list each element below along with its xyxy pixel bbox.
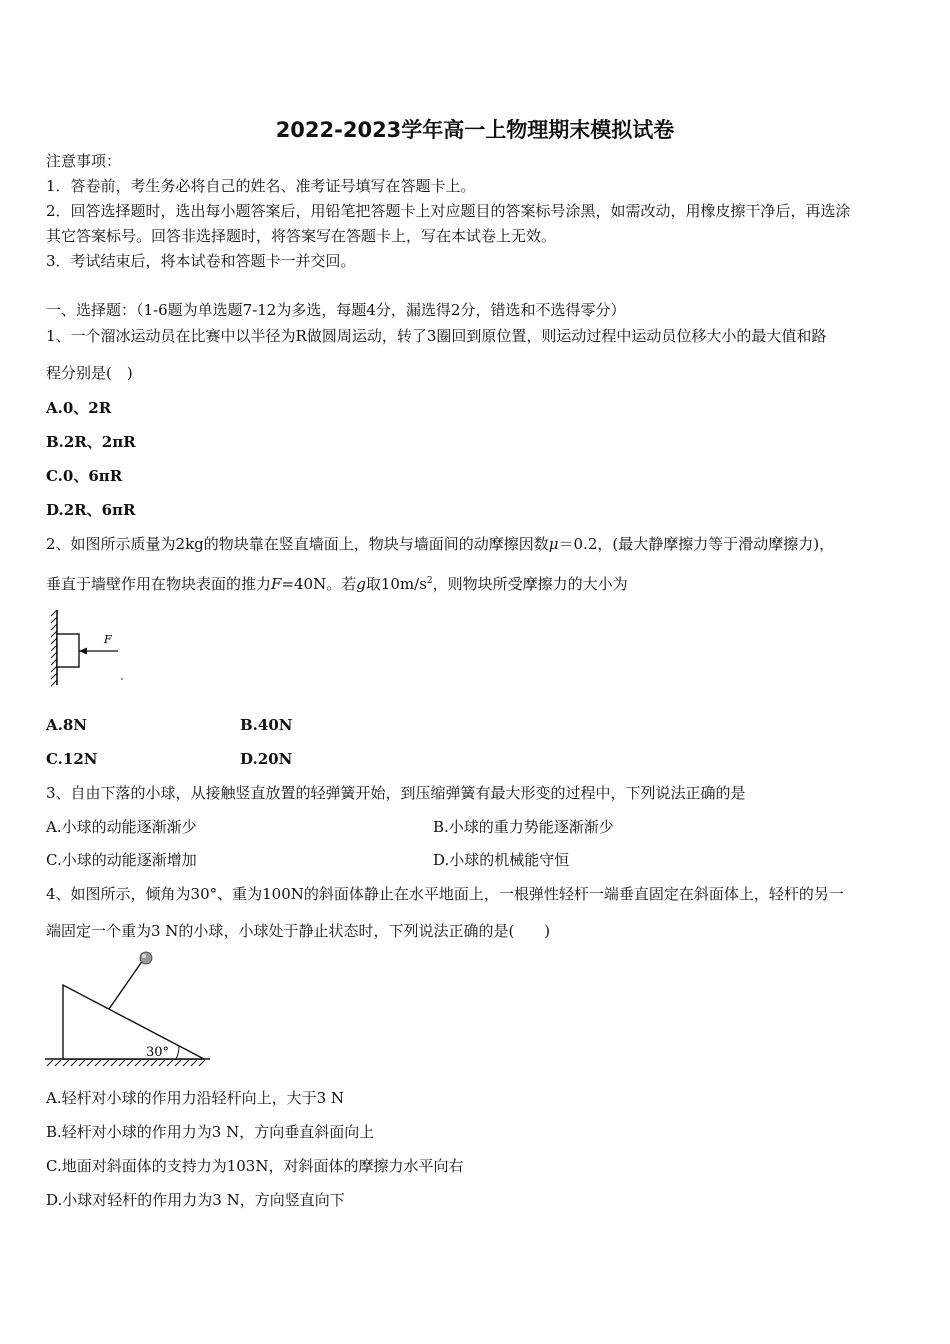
q2-option-c: C.12N [46, 750, 98, 768]
q1-option-c: C.0、6πR [46, 467, 123, 485]
q3-option-d: D.小球的机械能守恒 [433, 851, 570, 869]
q1-option-b: B.2R、2πR [46, 433, 136, 451]
wall-block-figure [40, 605, 135, 695]
q2-stem-text-6: ，则物块所受摩擦力的大小为 [432, 575, 628, 593]
notice-item-1: 1．答卷前，考生务必将自己的姓名、准考证号填写在答题卡上。 [46, 177, 476, 195]
q4-stem-line-2: 端固定一个重为3 N的小球，小球处于静止状态时，下列说法正确的是( ) [46, 922, 551, 940]
q4-option-c: C.地面对斜面体的支持力为103N，对斜面体的摩擦力水平向右 [46, 1157, 464, 1175]
q2-stem-line-2 [46, 571, 628, 594]
q2-option-d: D.20N [240, 750, 293, 768]
q2-option-a: A.8N [46, 716, 88, 734]
q2-g-symbol: g [356, 575, 366, 593]
angle-label: 30° [146, 1045, 170, 1060]
q1-stem-line-1: 1、一个溜冰运动员在比赛中以半径为R做圆周运动，转了3圈回到原位置，则运动过程中运动员位移大小的最大值和路 [46, 327, 827, 345]
q2-exponent: 2 [426, 576, 433, 586]
q2-stem-text-4: =40N。若 [281, 575, 357, 593]
q2-stem-text-5: 取10m/s [365, 575, 427, 593]
q2-stem-text: 2、如图所示质量为2kg的物块靠在竖直墙面上，物块与墙面间的动摩擦因数 [46, 535, 549, 553]
q2-option-b: B.40N [240, 716, 293, 734]
notice-item-3: 3．考试结束后，将本试卷和答题卡一并交回。 [46, 252, 356, 270]
q2-stem-text-3: 垂直于墙壁作用在物块表面的推力 [46, 575, 272, 593]
q4-stem-line-1: 4、如图所示，倾角为30°、重为100N的斜面体静止在水平地面上，一根弹性轻杆一端垂直固定在斜面体上，轻杆的另一 [46, 885, 844, 903]
notice-heading: 注意事项： [46, 152, 122, 170]
q2-stem-text-2: ＝0.2，(最大静摩擦力等于滑动摩擦力)， [558, 535, 835, 553]
incline-figure [40, 946, 220, 1071]
q2-mu-symbol: μ [548, 535, 559, 553]
q1-option-d: D.2R、6πR [46, 501, 136, 519]
q3-option-a: A.小球的动能逐渐渐少 [46, 818, 197, 836]
q4-option-d: D.小球对轻杆的作用力为3 N，方向竖直向下 [46, 1191, 345, 1209]
notice-item-2-cont: 其它答案标号。回答非选择题时，将答案写在答题卡上，写在本试卷上无效。 [46, 227, 557, 245]
q2-force-symbol: F [271, 575, 282, 593]
q3-option-c: C.小球的动能逐渐增加 [46, 851, 197, 869]
q1-stem-line-2: 程分别是( ) [46, 364, 133, 382]
q4-option-b: B.轻杆对小球的作用力为3 N，方向垂直斜面向上 [46, 1123, 375, 1141]
q2-stem-line-1 [46, 534, 834, 554]
force-label: F [104, 633, 112, 646]
section-heading: 一、选择题：（1-6题为单选题7-12为多选，每题4分，漏选得2分，错选和不选得零分） [46, 301, 626, 319]
notice-item-2: 2．回答选择题时，选出每小题答案后，用铅笔把答题卡上对应题目的答案标号涂黑，如需改动，用橡皮擦干净后，再选涂 [46, 202, 851, 220]
q3-option-b: B.小球的重力势能逐渐渐少 [433, 818, 614, 836]
q3-stem: 3、自由下落的小球，从接触竖直放置的轻弹簧开始，到压缩弹簧有最大形变的过程中，下列说法正确的是 [46, 784, 746, 802]
q1-option-a: A.0、2R [46, 399, 112, 417]
q4-option-a: A.轻杆对小球的作用力沿轻杆向上，大于3 N [46, 1089, 345, 1107]
page-title: 2022-2023学年高一上物理期末模拟试卷 [275, 118, 675, 142]
